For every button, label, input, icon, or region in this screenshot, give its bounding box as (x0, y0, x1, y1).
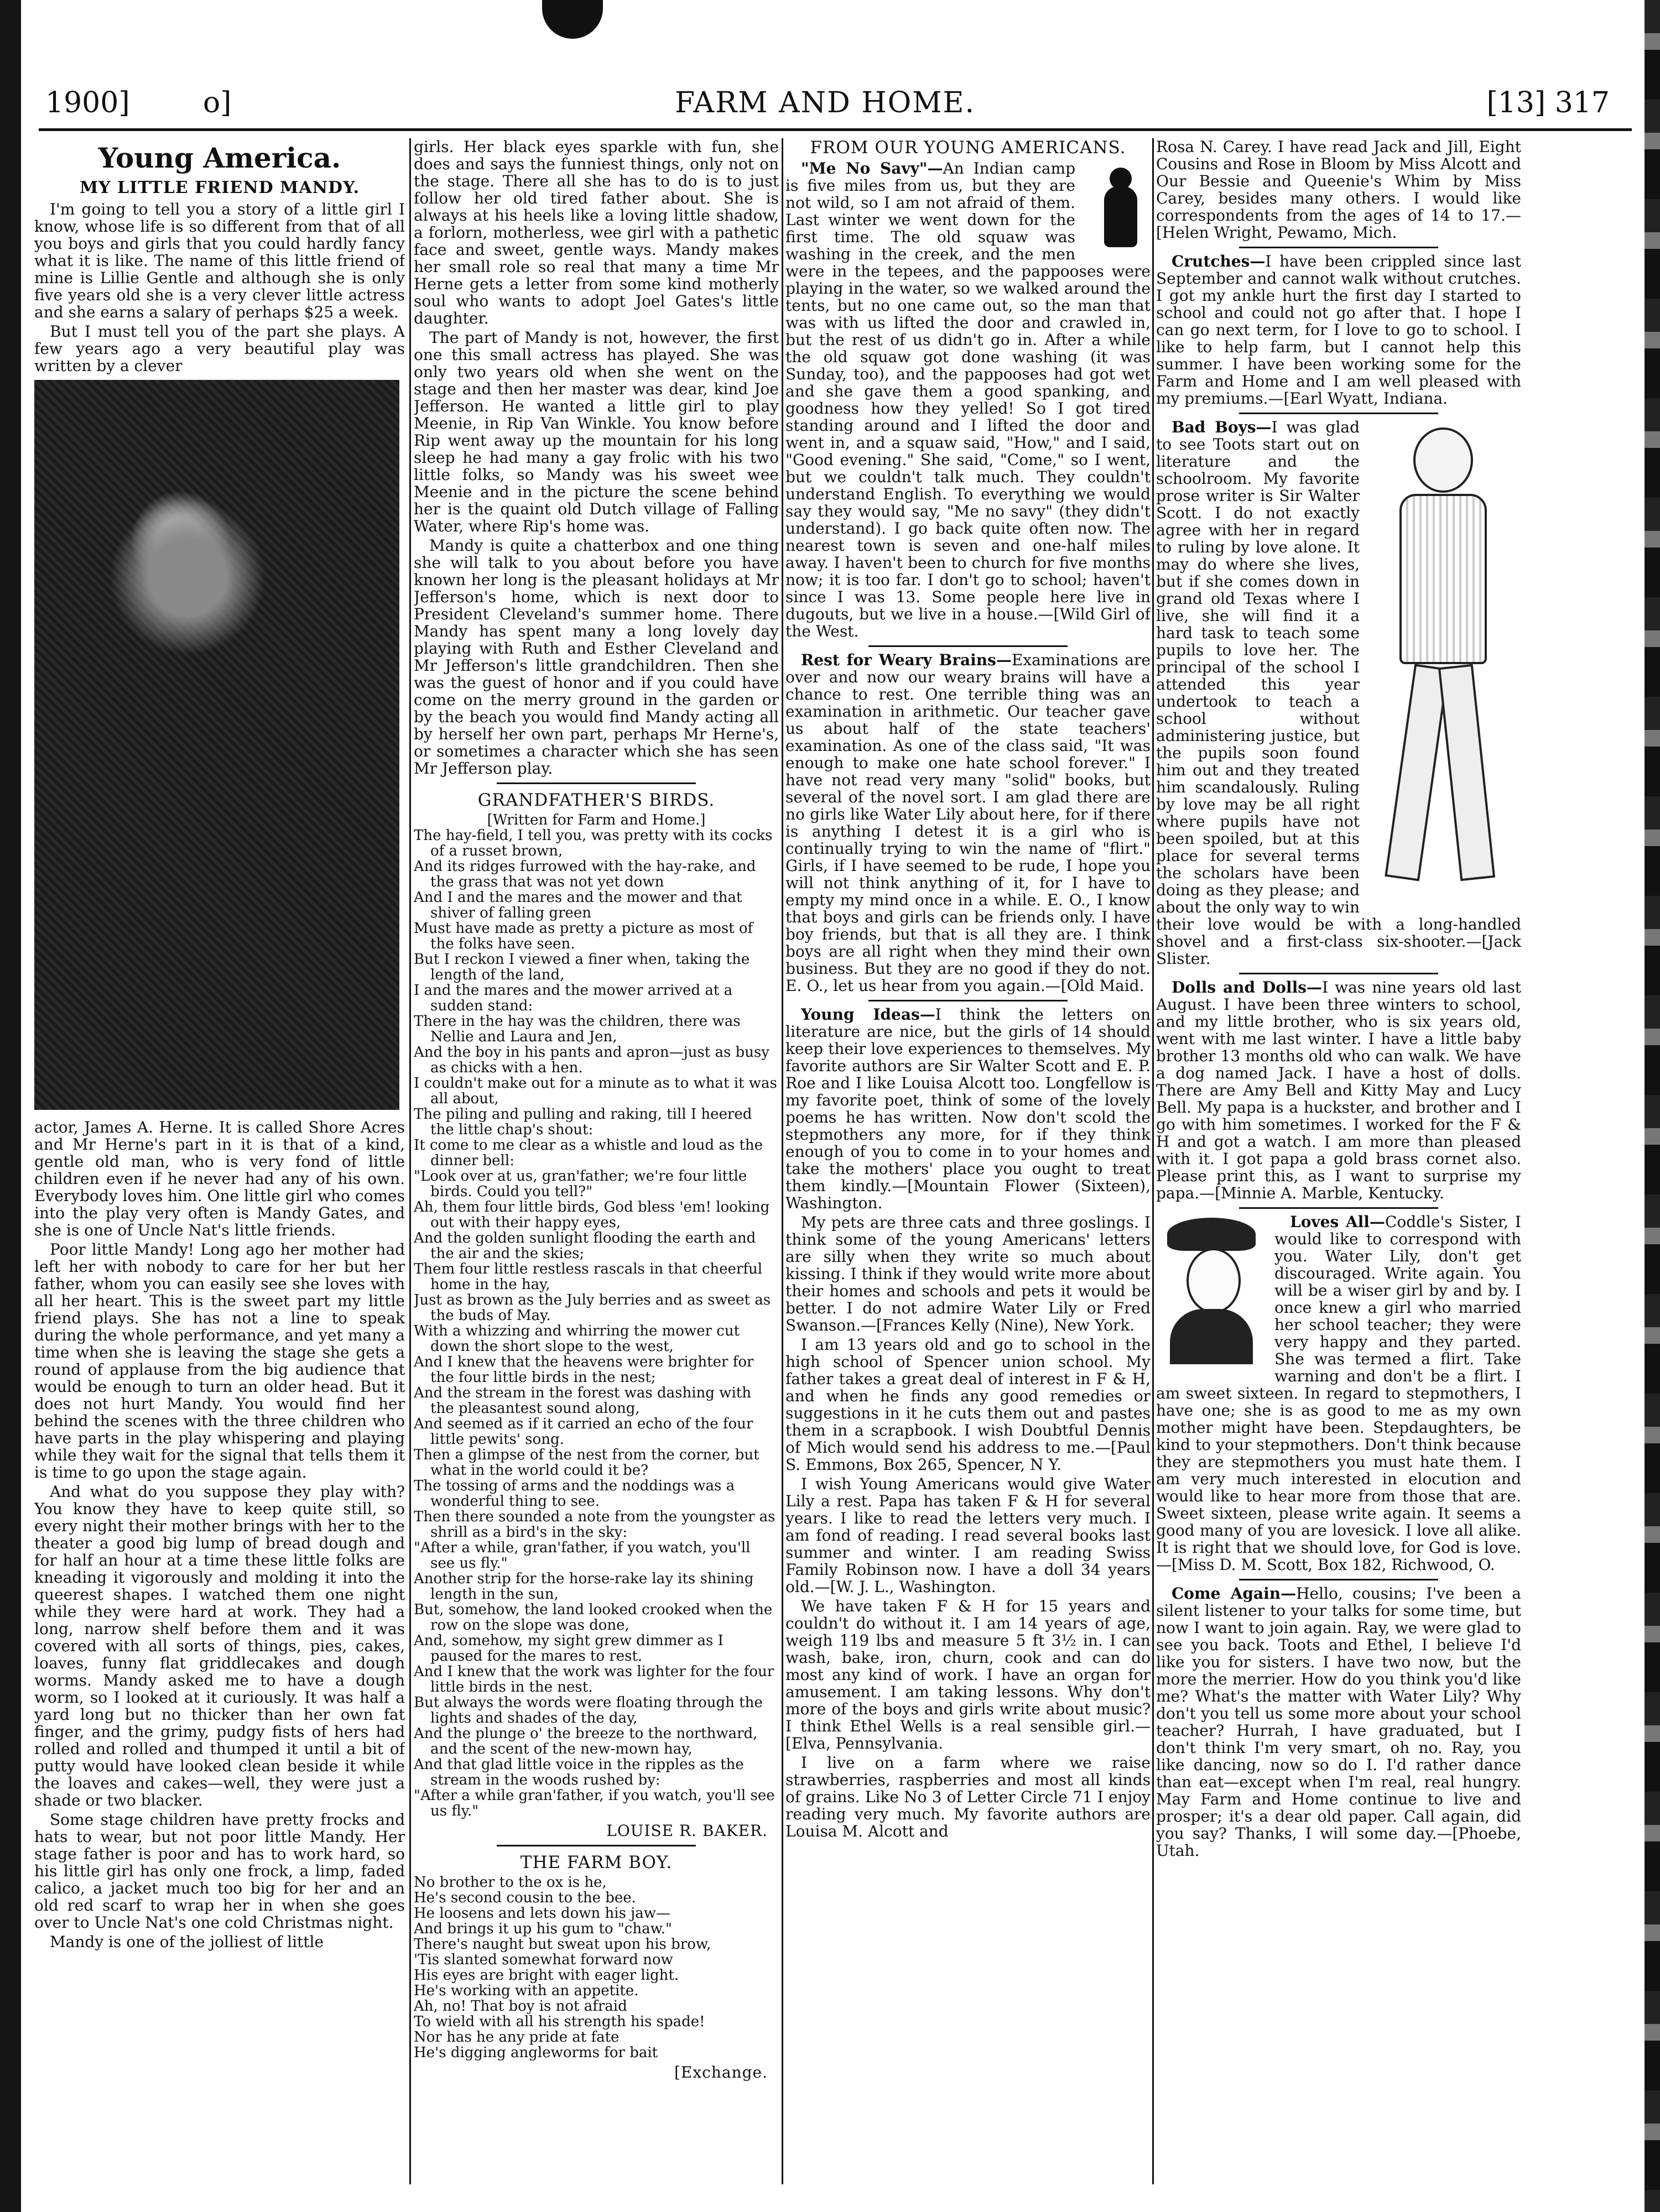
letter-lead: Bad Boys— (1172, 418, 1272, 436)
poem-line: And, somehow, my sight grew dimmer as I paused for the mares to rest. (414, 1632, 724, 1665)
poem-line: And the golden sunlight flooding the earth and the air and the skies; (414, 1230, 756, 1262)
scan-edge-left (0, 0, 21, 2212)
poem-signature: LOUISE R. BAKER. (606, 1822, 768, 1840)
letter-text: I wish Young Americans would give Water Lily a rest. Papa has taken F & H for several years. I like to read the letters very much. I am fond of reading. I read several books last summer and winter. I am reading Swiss Family Robinson now. I have a doll 34 years old.—[W. J. L., Washington. (785, 1475, 1151, 1596)
paragraph: The part of Mandy is not, however, the first one this small actress has played. She was only two years old when she went on the stage and then her master was dear, kind Joe Jefferson. He wanted a little girl to play Meenie, in Rip Van Winkle. You know before Rip went away up the mountain for his long sleep he had many a gay frolic with his two little folks, so Mandy was his sweet wee Meenie and in the picture the scene behind her is the quaint old Dutch village of Falling Water, where Rip's home was. (414, 328, 779, 535)
poem-line: 'Tis slanted somewhat forward now (414, 1952, 673, 1968)
poem-line: And its ridges furrowed with the hay-rake, and the grass that was not yet down (414, 858, 756, 890)
poem-line: But, somehow, the land looked crooked when the row on the slope was done, (414, 1601, 773, 1634)
poem-line: But I reckon I viewed a finer when, taking the length of the land, (414, 951, 750, 983)
column-1 (34, 138, 405, 2195)
letter-text: My pets are three cats and three goslings. I think some of the young Americans' letters are silly when they write so much about kissing. I think if they would write more about their homes and schools and pets it would be better. I do not admire Water Lily or Fred Swanson.—[Frances Kelly (Nine), New York. (785, 1213, 1151, 1334)
poem-line: "After a while gran'father, if you watch, you'll see us fly." (414, 1787, 775, 1819)
poem-line: "Look over at us, gran'father; we're four little birds. Could you tell?" (414, 1168, 747, 1200)
letter (785, 1336, 1151, 1473)
poem-line: It come to me clear as a whistle and loud as the dinner bell: (414, 1137, 763, 1169)
poem-line: Just as brown as the July berries and as sweet as the buds of May. (414, 1292, 771, 1324)
letter (785, 1598, 1151, 1752)
paragraph: But I must tell you of the part she plays. A few years ago a very beautiful play was written by a clever (34, 322, 405, 375)
separator (868, 645, 1068, 647)
separator (497, 782, 696, 784)
poem-title: GRANDFATHER'S BIRDS. (477, 790, 715, 810)
poem-source: [Exchange. (674, 2063, 768, 2081)
portrait-photo (34, 380, 399, 1110)
scan-edge-right (1645, 0, 1660, 2212)
letter (785, 651, 1151, 994)
letter-lead: Come Again— (1172, 1584, 1297, 1603)
column-2 (414, 138, 779, 2195)
poem-line: Must have made as pretty a picture as most of the folks have seen. (414, 920, 753, 952)
poem-line: And I and the mares and the mower and that shiver of falling green (414, 889, 742, 921)
ink-blot (542, 0, 603, 39)
poem-note: [Written for Farm and Home.] (487, 812, 706, 828)
column-4 (1156, 138, 1521, 2195)
poem-line: But always the words were floating through the lights and shades of the day, (414, 1694, 763, 1726)
poem-title: THE FARM BOY. (520, 1853, 673, 1872)
poem-line: Ah, them four little birds, God bless 'em! looking out with their happy eyes, (414, 1199, 770, 1231)
letter-lead: Loves All— (1290, 1213, 1385, 1231)
column-rule (409, 138, 411, 2184)
separator (497, 1845, 696, 1846)
letter (1156, 419, 1521, 967)
letter (785, 1475, 1151, 1595)
poem-line: He's working with an appetite. (414, 1983, 639, 1999)
letter-text: I am 13 years old and go to school in the high school of Spencer union school. My father takes a great deal of interest in F & H, and when he finds any good remedies or suggestions in it he cuts them out and pastes them in a scrapbook. I wish Doubtful Dennis of Mich would send his address to me.—[Paul S. Emmons, Box 265, Spencer, N Y. (785, 1335, 1151, 1474)
page-number: [13] 317 (1486, 86, 1610, 119)
poem-line: Nor has he any pride at fate (414, 2029, 620, 2046)
poem-line: No brother to the ox is he, (414, 1874, 607, 1891)
masthead-title: FARM AND HOME. (675, 86, 976, 119)
letter (1156, 1585, 1521, 1859)
poem-line: I couldn't make out for a minute as to what it was all about, (414, 1075, 777, 1107)
column-3 (785, 138, 1151, 2195)
story-title: MY LITTLE FRIEND MANDY. (79, 178, 360, 197)
letter-text: An Indian camp is five miles from us, but they are not wild, so I am not afraid of them. Last winter we went down for the first time. The old squaw was washing in the creek, and the men were in the tepees, and the pappooses were playing in the water, so we walked around the tents, but no one came out, so the man that was with us lifted the door and crawled in, but the rest of us didn't go in. After a while the old squaw got done washing (it was Sunday, too), and the pappooses had got wet and she gave them a good spanking, and goodness how they yelled! So I got tired standing around and I lifted the door and went in, and a squaw said, "How," and I said, "Good evening." She said, "Come," so I went, but we couldn't talk much. They couldn't understand English. To everything we would say they would say, "Me no savy" (they didn't understand). I go back quite often now. The nearest town is seven and one-half miles away. I haven't been to church for five months now; it is too far. I don't go to school; haven't since I was 13. Some people here live in dugouts, but we live in a house.—[Wild Girl of the West. (785, 159, 1151, 640)
letter-lead: "Me No Savy"— (801, 159, 943, 178)
poem-line: He's digging angleworms for bait (414, 2044, 658, 2061)
letter (1156, 1213, 1521, 1573)
separator (1239, 1579, 1438, 1580)
paragraph: Mandy is quite a chatterbox and one thing she will talk to you about before you have known her long is the pleasant holidays at Mr Jefferson's home, which is next door to President Cleveland's summer home. There Mandy has spent many a long lovely day playing with Ruth and Esther Cleveland and Mr Jefferson's little grandchildren. Then she was the guest of honor and if you could have come on the merry ground in the garden or by the beach you would find Mandy acting all by herself her own part, perhaps Mr Herne's, or sometimes a character which she has seen Mr Jefferson play. (414, 536, 779, 778)
paragraph: Some stage children have pretty frocks and hats to wear, but not poor little Mandy. Her stage father is poor and has to work hard, so his little girl has only one frock, a limp, faded calico, a jacket much too big for her and an old red scarf to wrap her in when she goes over to Uncle Nat's one cold Christmas night. (34, 1811, 405, 1932)
letter-lead: Young Ideas— (801, 1005, 935, 1024)
poem-line: The tossing of arms and the noddings was a wonderful thing to see. (414, 1478, 735, 1510)
poem-line: I and the mares and the mower arrived at a sudden stand: (414, 982, 733, 1014)
letter-text: Hello, cousins; I've been a silent listener to your talks for some time, but now I want to join again. Ray, we were glad to see you back. Toots and Ethel, I believe I'd like you for sisters. I have two now, but the more the merrier. How do you think you'd like me? What's the matter with Water Lily? Why don't you tell us some more about your school teacher? Hurrah, I have graduated, but I don't think I'm very smart, oh no. Ray, you like dancing, now so do I. I'd rather dance than eat—except when I'm real, real hungry. May Farm and Home continue to live and prosper; it's a dear old paper. Call again, did you say? Thanks, I will some day.—[Phoebe, Utah. (1156, 1584, 1521, 1860)
poem-line: With a whizzing and whirring the mower cut down the short slope to the west, (414, 1323, 740, 1355)
letter-text: I was glad to see Toots start out on literature and the schoolroom. My favorite prose writer is Sir Walter Scott. I do not exactly agree with her in regard to ruling by love alone. It may do where she lives, but if she comes down in grand old Texas where I live, she will find it a hard task to teach some pupils to love her. The principal of the school I attended this year undertook to teach a school without administering justice, but the pupils soon found him out and they treated him scandalously. Ruling by love may be all right where pupils have not been spoiled, but at this place for several terms the scholars have been doing as they please; and about the only way to win their love would be with a long-handled shovel and a first-class six-shooter.—[Jack Slister. (1156, 418, 1521, 968)
column-rule (782, 138, 783, 2184)
letter (785, 160, 1151, 640)
poem-line: His eyes are bright with eager light. (414, 1967, 679, 1984)
header-left: 1900] o] (45, 86, 232, 119)
separator (1239, 1207, 1438, 1209)
letter (1156, 253, 1521, 407)
poem-line: The hay-field, I tell you, was pretty with its cocks of a russet brown, (414, 827, 773, 859)
paragraph: girls. Her black eyes sparkle with fun, she does and says the funniest things, only not on the stage. There all she has to do is to just follow her old tired father about. She is always at his heels like a loving little shadow, a forlorn, motherless, wee girl with a pathetic face and sweet, gentle ways. Mandy makes her small role so real that many a time Mr Herne gets a letter from some kind motherly soul who wants to adopt Joel Gates's little daughter. (414, 138, 779, 327)
poem-line: "After a while, gran'father, if you watch, you'll see us fly." (414, 1540, 751, 1572)
poem-line: And the boy in his pants and apron—just as busy as chicks with a hen. (414, 1044, 769, 1076)
letter-text: I was nine years old last August. I have been three winters to school, and my little brother, who is six years old, went with me last winter. I have a little baby brother 13 months old who can walk. We have a dog named Jack. I have a host of dolls. There are Amy Bell and Kitty May and Lucy Bell. My papa is a huckster, and brother and I go with him sometimes. I worked for the F & H and got a watch. I am more than pleased with it. I got papa a gold brass cornet also. Please print this, as I want to surprise my papa.—[Minnie A. Marble, Kentucky. (1156, 978, 1521, 1202)
poem-line: Then a glimpse of the nest from the corner, but what in the world could it be? (414, 1447, 759, 1479)
letter (785, 1006, 1151, 1212)
poem-line: And seemed as if it carried an echo of the four little pewits' song. (414, 1416, 753, 1448)
poem-line: There in the hay was the children, there was Nellie and Laura and Jen, (414, 1013, 741, 1045)
letter-text: Coddle's Sister, I would like to correspond with you. Water Lily, don't get discouraged. Write again. You will be a wiser girl by and by. I once knew a girl who married her school teacher; they were very happy and they parted. She was termed a flirt. Take warning and don't be a flirt. I am sweet sixteen. In regard to stepmothers, I have one; she is as good to me as my own mother might have been. Stepdaughters, be kind to your stepmothers. Don't think because they are stepmothers you must hate them. I am very much interested in elocution and would like to hear more from those that are. Sweet sixteen, please write again. It seems a good many of you are lovesick. I love all alike. It is right that we should love, for God is love.—[Miss D. M. Scott, Box 182, Richwood, O. (1156, 1213, 1521, 1574)
header-rule (39, 128, 1632, 131)
poem-line: And that glad little voice in the ripples as the stream in the woods rushed by: (414, 1756, 744, 1788)
paragraph: Rosa N. Carey. I have read Jack and Jill, Eight Cousins and Rose in Bloom by Miss Alcott and Our Bessie and Queenie's Whim by Miss Carey, besides many others. I would like correspondents from the ages of 14 to 17.—[Helen Wright, Pewamo, Mich. (1156, 138, 1521, 242)
poem (414, 828, 779, 1819)
paragraph: I'm going to tell you a story of a little girl I know, whose life is so different from that of all you boys and girls that you could hardly fancy what it is like. The name of this little friend of mine is Lillie Gentle and although she is only five years old she is a very clever little actress and she earns a salary of perhaps $25 a week. (34, 200, 405, 321)
letter-text: Examinations are over and now our weary brains will have a chance to rest. One terrible thing was an examination in arithmetic. Our teacher gave us about half of the state teachers' examination. As one of the class said, "It was enough to make one hate school forever." I have not read very many "solid" books, but several of the novel sort. I am glad there are no girls like Water Lily about here, for if there is anything I detest it is a girl who is continually trying to win the name of "flirt." Girls, if I have seemed to be rude, I hope you will not think anything of it, for I have to empty my mind once in a while. E. O., I know that boys and girls can be friends only. I have boy friends, but that is all they are. I think boys are all right when they mind their own business. But they are no good if they do not. E. O., let us hear from you again.—[Old Maid. (785, 651, 1151, 995)
poem-line: To wield with all his strength his spade! (414, 2013, 705, 2030)
page-header (39, 83, 1632, 127)
letter-text: We have taken F & H for 15 years and couldn't do without it. I am 14 years of age, weigh 119 lbs and measure 5 ft 3½ in. I can wash, bake, iron, churn, cook and can do most any kind of work. I have an organ for amusement. I am taking lessons. Why don't more of the boys and girls write about music? I think Ethel Wells is a real sensible girl.—[Elva, Pennsylvania. (785, 1597, 1151, 1752)
letter-lead: Rest for Weary Brains— (801, 651, 1012, 669)
boy-illustration (1366, 422, 1521, 898)
paragraph: Poor little Mandy! Long ago her mother had left her with nobody to care for her but her father, whom you can easily see she loves with all her heart. This is the sweet part my little friend plays. She has not a line to speak during the whole performance, and yet many a time when she is leaving the stage she gets a round of applause from the big audience that would be enough to turn an older head. But it does not hurt Mandy. You would find her behind the scenes with the three children who have parts in the play whispering and playing while they wait for the signal that tells them it is time to go upon the stage again. (34, 1240, 405, 1481)
poem-line: Ah, no! That boy is not afraid (414, 1998, 627, 2015)
letter (1156, 979, 1521, 1202)
poem-line: Another strip for the horse-rake lay its shining length in the sun, (414, 1571, 754, 1603)
paragraph: And what do you suppose they play with? You know they have to keep quite still, so every night their mother brings with her to the theater a good big lump of bread dough and for half an hour at a time these little folks are kneading it vigorously and molding it into the queerest shapes. I watched them one night while they were hard at work. They had a long, narrow shelf before them and it was covered with all sorts of things, pies, cakes, loaves, funny flat griddlecakes and dough worms. Mandy asked me to have a dough worm, so I looked at it curiously. It was half a yard long but no thicker than her own fat finger, and the grimy, pudgy fists of hers had rolled and rolled and thumped it until a bit of putty would have looked clean beside it while the loaves and cakes—well, they were just a shade or two blacker. (34, 1483, 405, 1809)
separator (1239, 413, 1438, 414)
letter-text: I think the letters on literature are nice, but the girls of 14 should keep their love experiences to themselves. My favorite authors are Sir Walter Scott and E. P. Roe and I like Louisa Alcott too. Longfellow is my favorite poet, think of some of the lovely poems he has written. Now don't scold the stepmothers any more, for if they think enough of you to come in to your homes and take the mothers' place you ought to treat them kindly.—[Mountain Flower (Sixteen), Washington. (785, 1005, 1151, 1212)
poem (414, 1875, 779, 2060)
letter-lead: Crutches— (1172, 252, 1266, 270)
poem-line: He loosens and lets down his jaw— (414, 1905, 670, 1922)
poem-line: There's naught but sweat upon his brow, (414, 1936, 711, 1953)
section-title: Young America. (98, 142, 341, 174)
poem-line: And brings it up his gum to "chaw." (414, 1921, 672, 1937)
poem-line: He's second cousin to the bee. (414, 1890, 636, 1906)
poem-line: And I knew that the work was lighter for the four little birds in the nest. (414, 1663, 774, 1695)
poem-line: Then there sounded a note from the youngster as shrill as a bird's in the sky: (414, 1509, 776, 1541)
paragraph: Mandy is one of the jolliest of little (50, 1933, 324, 1951)
poem-line: The piling and pulling and raking, till I heered the little chap's shout: (414, 1106, 752, 1138)
letter-text: I have been crippled since last September and cannot walk without crutches. I got my ankle hurt the first day I started to school and could not go after that. I hope I can go next term, for I love to go to school. I like to help farm, but I cannot help this summer. I have been working some for the Farm and Home and I am well pleased with my premiums.—[Earl Wyatt, Indiana. (1156, 252, 1521, 408)
separator (1239, 973, 1438, 974)
separator (868, 1000, 1068, 1001)
poem-line: And I knew that the heavens were brighter for the four little birds in the nest; (414, 1354, 754, 1386)
separator (1239, 247, 1438, 248)
paragraph: actor, James A. Herne. It is called Shore Acres and Mr Herne's part in it is that of a kind, gentle old man, who is very fond of little children even if he never had any of his own. Everybody loves him. One little girl who comes into the play very often is Mandy Gates, and she is one of Uncle Nat's little friends. (34, 1118, 405, 1239)
poem-line: And the stream in the forest was dashing with the pleasantest sound along, (414, 1385, 751, 1417)
letter (785, 1214, 1151, 1334)
indian-figure-illustration (1082, 164, 1148, 258)
poem-line: Them four little restless rascals in that cheerful home in the hay, (414, 1261, 763, 1293)
section-title: FROM OUR YOUNG AMERICANS. (810, 138, 1126, 158)
poem-line: And the plunge o' the breeze to the northward, and the scent of the new-mown hay, (414, 1725, 758, 1757)
lady-portrait-illustration (1156, 1218, 1267, 1367)
letter-lead: Dolls and Dolls— (1172, 978, 1322, 997)
column-rule (1152, 138, 1154, 2184)
letter-text: I live on a farm where we raise strawberries, raspberries and most all kinds of grains. Like No 3 of Letter Circle 71 I enjoy reading very much. My favorite authors are Louisa M. Alcott and (785, 1754, 1151, 1840)
letter (785, 1754, 1151, 1840)
